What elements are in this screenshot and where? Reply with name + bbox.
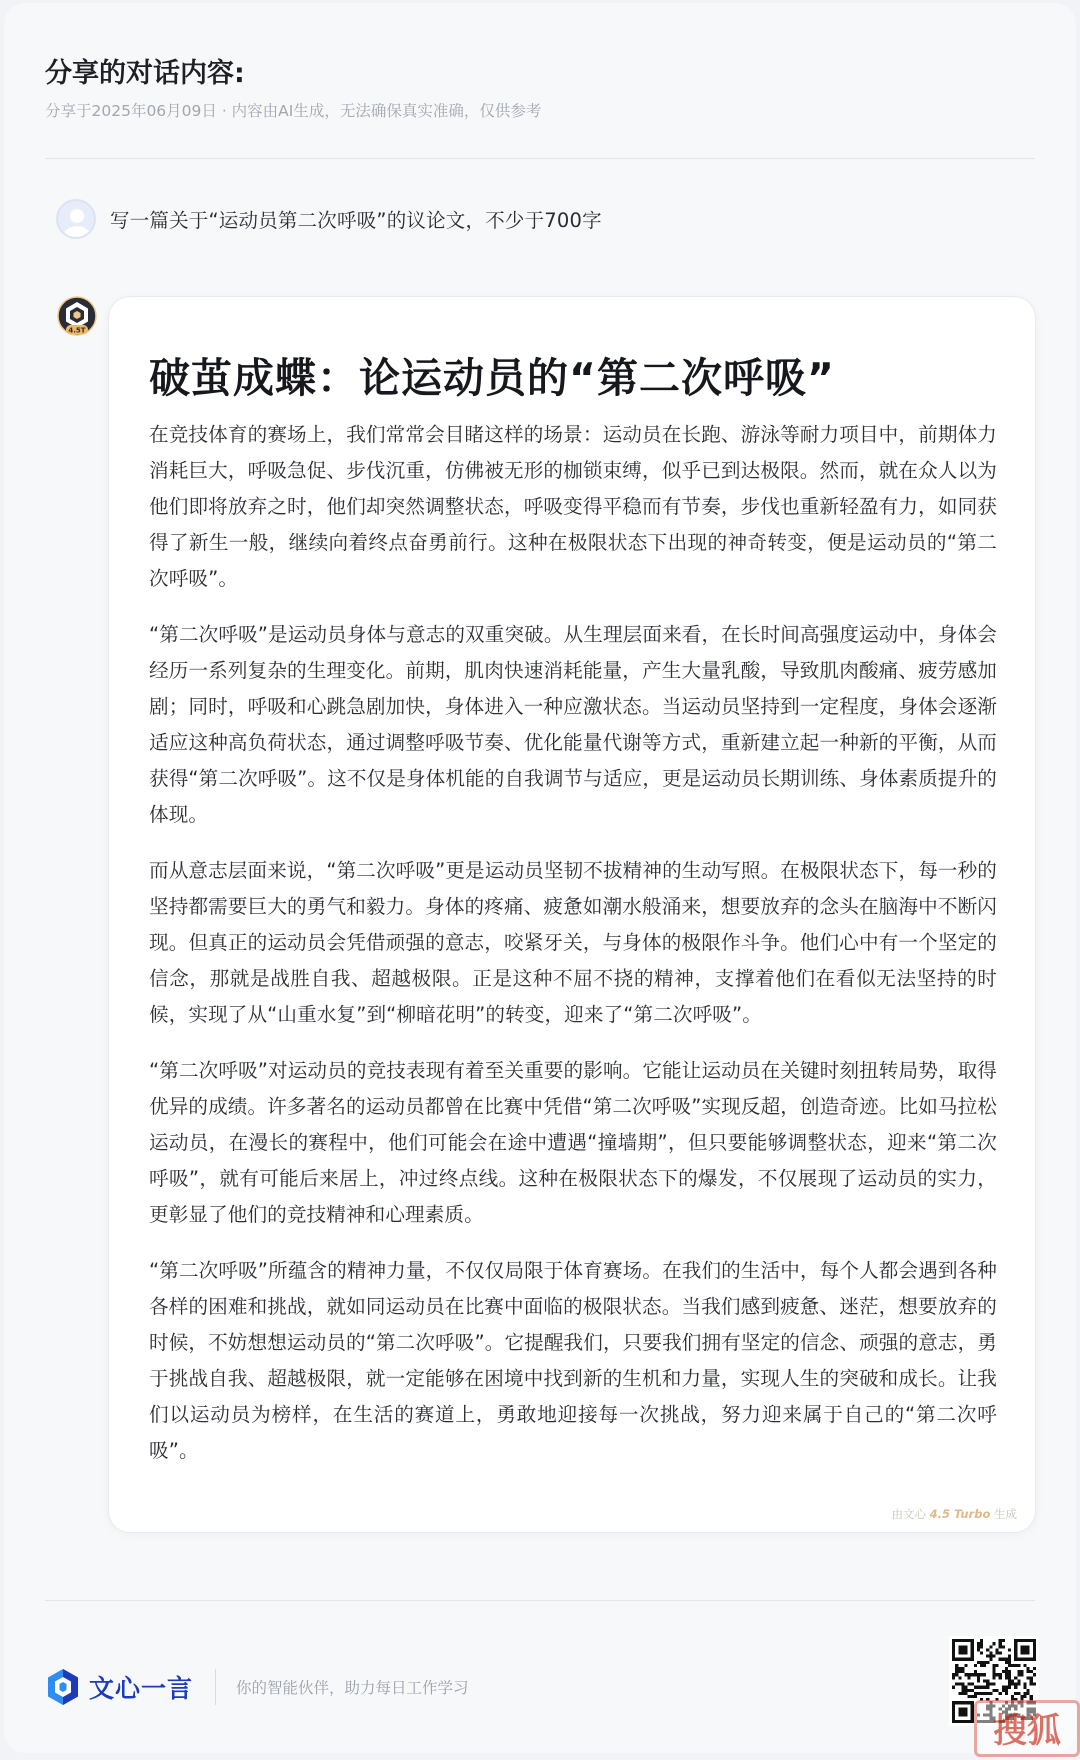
footer [45,1663,469,1711]
answer-card [108,296,1036,1533]
answer-paragraph: “第二次呼吸”所蕴含的精神力量，不仅仅局限于体育赛场。在我们的生活中，每个人都会遇到各种各样的困难和挑战，就如同运动员在比赛中面临的极限状态。当我们感到疲惫、迷茫，想要放弃的时候，不妨想想运动员的“第二次呼吸”。它提醒我们，只要我们拥有坚定的信念、顽强的意志，勇于挑战自我、超越极限，就一定能够在困境中找到新的生机和力量，实现人生的突破和成长。让我们以运动员为榜样，在生活的赛道上，勇敢地迎接每一次挑战，努力迎来属于自己的“第二次呼吸”。 [149,1259,997,1462]
footer-divider [45,1600,1035,1601]
share-page [4,3,1076,1753]
brand-separator [215,1669,216,1705]
generated-by-prefix: 由文心 [891,1507,926,1521]
share-meta: 分享于2025年06月09日 · 内容由AI生成，无法确保真实准确，仅供参考 [45,102,542,120]
header-divider [45,158,1035,159]
answer-paragraph: 在竞技体育的赛场上，我们常常会目睹这样的场景：运动员在长跑、游泳等耐力项目中，前期体力消耗巨大，呼吸急促、步伐沉重，仿佛被无形的枷锁束缚，似乎已到达极限。然而，就在众人以为他们即将放弃之时，他们却突然调整状态，呼吸变得平稳而有节奏，步伐也重新轻盈有力，如同获得了新生一般，继续向着终点奋勇前行。这种在极限状态下出现的神奇转变，便是运动员的“第二次呼吸”。 [149,423,997,590]
answer-paragraph: 而从意志层面来说，“第二次呼吸”更是运动员坚韧不拔精神的生动写照。在极限状态下，每一秒的坚持都需要巨大的勇气和毅力。身体的疼痛、疲惫如潮水般涌来，想要放弃的念头在脑海中不断闪现。但真正的运动员会凭借顽强的意志，咬紧牙关，与身体的极限作斗争。他们心中有一个坚定的信念，那就是战胜自我、超越极限。正是这种不屈不挠的精神，支撑着他们在看似无法坚持的时候，实现了从“山重水复”到“柳暗花明”的转变，迎来了“第二次呼吸”。 [149,859,997,1026]
brand-name: 文心一言 [89,1674,194,1703]
user-message-text: 写一篇关于“运动员第二次呼吸”的议论文，不少于700字 [110,209,602,232]
answer-heading: 破茧成蝶：论运动员的“第二次呼吸” [149,354,835,402]
generated-by-model: 4.5 Turbo [929,1507,991,1521]
user-message [56,198,602,240]
user-avatar-icon [56,199,96,239]
bot-avatar-badge: 4.5T [68,326,86,335]
answer-paragraph: “第二次呼吸”对运动员的竞技表现有着至关重要的影响。它能让运动员在关键时刻扭转局势，取得优异的成绩。许多著名的运动员都曾在比赛中凭借“第二次呼吸”实现反超，创造奇迹。比如马拉松运动员，在漫长的赛程中，他们可能会在途中遭遇“撞墙期”，但只要能够调整状态，迎来“第二次呼吸”，就有可能后来居上，冲过终点线。这种在极限状态下的爆发，不仅展现了运动员的实力，更彰显了他们的竞技精神和心理素质。 [149,1059,997,1226]
brand-slogan: 你的智能伙伴，助力每日工作学习 [236,1679,469,1697]
sohu-watermark: 搜狐 [974,1700,1080,1757]
generated-by-suffix: 生成 [994,1507,1017,1521]
answer-paragraph: “第二次呼吸”是运动员身体与意志的双重突破。从生理层面来看，在长时间高强度运动中，身体会经历一系列复杂的生理变化。前期，肌肉快速消耗能量，产生大量乳酸，导致肌肉酸痛、疲劳感加剧；同时，呼吸和心跳急剧加快，身体进入一种应激状态。当运动员坚持到一定程度，身体会逐渐适应这种高负荷状态，通过调整呼吸节奏、优化能量代谢等方式，重新建立起一种新的平衡，从而获得“第二次呼吸”。这不仅是身体机能的自我调节与适应，更是运动员长期训练、身体素质提升的体现。 [149,623,997,826]
wenxin-logo-icon [45,1667,81,1707]
share-title: 分享的对话内容: [45,58,245,89]
generated-by-label [891,1506,1017,1522]
bot-avatar-icon [57,296,97,336]
answer-body [149,417,997,1489]
